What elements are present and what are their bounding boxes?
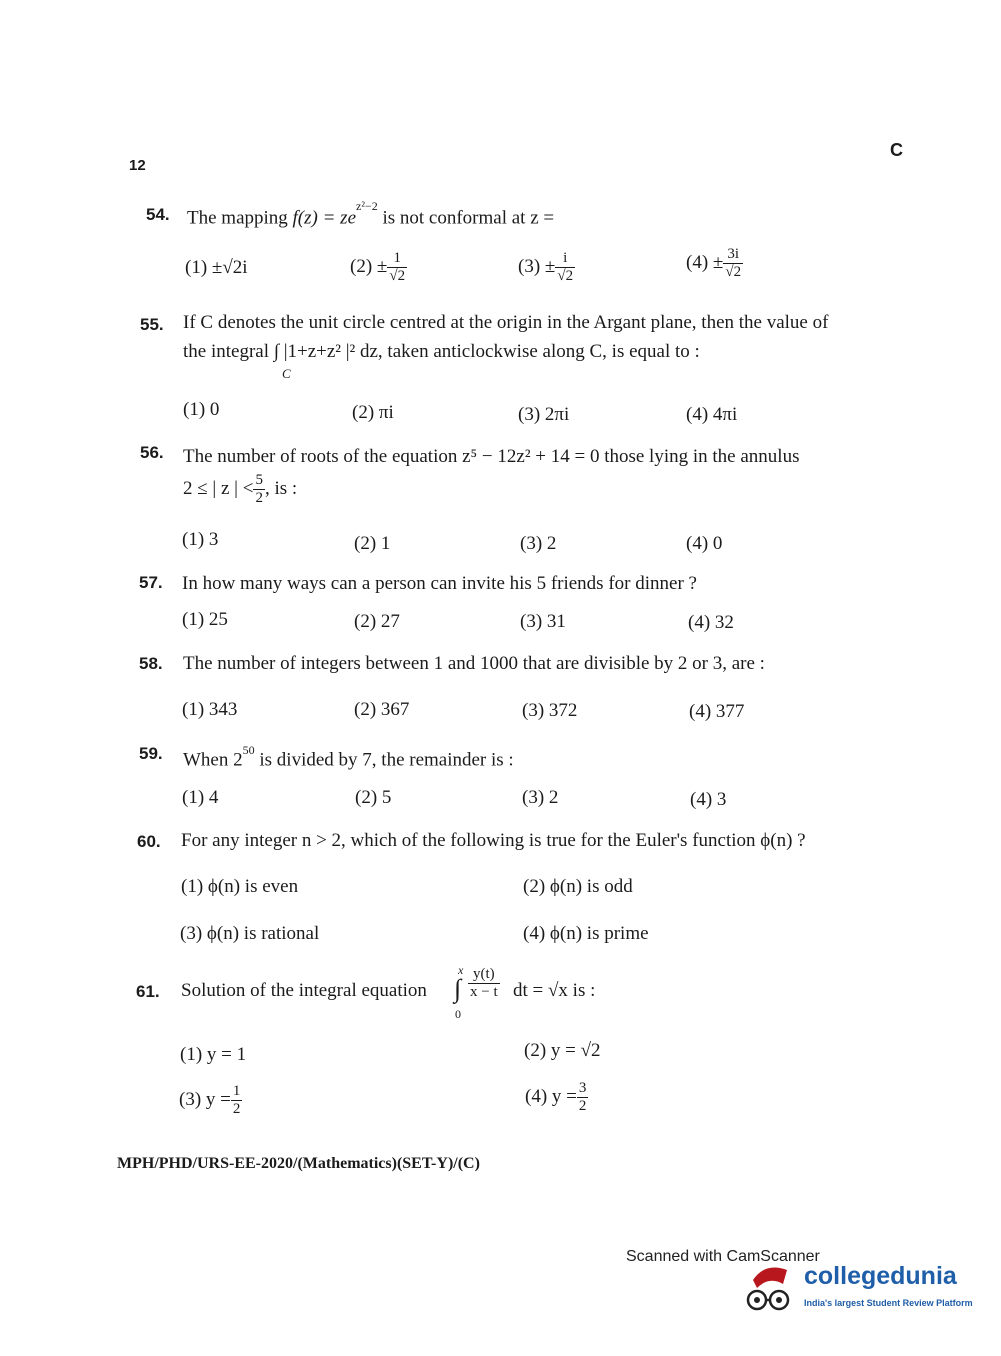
option-58-1: (1) 343 [182,699,238,720]
footer-code: MPH/PHD/URS-EE-2020/(Mathematics)(SET-Y)/(C) [117,1155,480,1172]
question-54-text: The mapping $f(z) = ze^{z^2-2}$ is not conformal at z = [187,199,555,229]
option-55-4: (4) 4πi [686,404,738,425]
question-58-text: The number of integers between 1 and 1000 that are divisible by 2 or 3, are : [183,653,765,674]
brand-tagline: India's largest Student Review Platform [804,1298,973,1308]
option-57-4: (4) 32 [688,612,734,633]
option-60-4: (4) ϕ(n) is prime [523,923,649,944]
option-60-1: (1) ϕ(n) is even [181,876,299,897]
question-56-line-2: 2 ≤ | z | < $\frac{5}{2}$ , is : [183,472,298,506]
option-59-4: (4) 3 [690,789,727,810]
question-61-text-end: dt = √x is : [513,980,596,1001]
option-54-1: (1) ±√2i [185,257,248,278]
option-55-3: (3) 2πi [518,404,570,425]
option-56-4: (4) 0 [686,533,723,554]
question-60-text: For any integer n > 2, which of the following is true for the Euler's function ϕ(n) ? [181,830,806,851]
integral-sign: ∫ [454,974,462,1003]
question-56-line-1: The number of roots of the equation z⁵ − 12z² + 14 = 0 those lying in the annulus [183,446,800,467]
question-57-text: In how many ways can a person can invite his 5 friends for dinner ? [182,573,697,594]
option-59-2: (2) 5 [355,787,392,808]
integrand-fraction: $\frac{y(t)}{x - t}$ [470,966,498,1000]
option-55-2: (2) πi [352,402,394,423]
option-54-4: (4) ± $\frac{3i}{√2}$ [686,246,742,280]
question-number: 56. [140,443,164,462]
option-58-3: (3) 372 [522,700,578,721]
scanner-watermark: Scanned with CamScanner [626,1248,820,1265]
option-56-1: (1) 3 [182,529,219,550]
option-60-2: (2) ϕ(n) is odd [523,876,633,897]
question-59-text: When $2^{50}$ is divided by 7, the remainder is : [183,743,514,771]
option-61-3: (3) y = $\frac{1}{2}$ [179,1083,241,1117]
question-number: 59. [139,744,163,763]
brand-logo: collegedunia [804,1262,957,1290]
mascot-icon [743,1262,801,1322]
question-number: 55. [140,315,164,334]
page-number: 12 [129,157,146,174]
question-55-line-1: If C denotes the unit circle centred at the origin in the Argant plane, then the value of [183,312,829,333]
integral-lower-limit: 0 [455,1007,461,1021]
option-56-3: (3) 2 [520,533,557,554]
question-number: 61. [136,982,160,1001]
option-54-3: (3) ± $\frac{i}{√2}$ [518,250,574,284]
option-56-2: (2) 1 [354,533,391,554]
question-number: 57. [139,573,163,592]
question-61-text: Solution of the integral equation [181,980,427,1001]
option-61-1: (1) y = 1 [180,1044,247,1065]
option-58-4: (4) 377 [689,701,745,722]
question-55-line-2: the integral ∫ |1+z+z² |² dz, taken anticlockwise along C, is equal to : [183,341,700,362]
question-number: 58. [139,654,163,673]
option-61-4: (4) y = $\frac{3}{2}$ [525,1080,587,1114]
set-letter: C [890,140,903,160]
option-59-3: (3) 2 [522,787,559,808]
option-57-2: (2) 27 [354,611,400,632]
question-number: 54. [146,205,170,224]
question-number: 60. [137,832,161,851]
option-57-3: (3) 31 [520,611,566,632]
option-58-2: (2) 367 [354,699,410,720]
integral-subscript: C [282,366,291,381]
option-59-1: (1) 4 [182,787,219,808]
option-60-3: (3) ϕ(n) is rational [180,923,320,944]
option-55-1: (1) 0 [183,399,220,420]
option-54-2: (2) ± $\frac{1}{√2}$ [350,250,406,284]
option-61-2: (2) y = √2 [524,1040,601,1061]
option-57-1: (1) 25 [182,609,228,630]
integral-upper-limit: x [458,963,464,977]
